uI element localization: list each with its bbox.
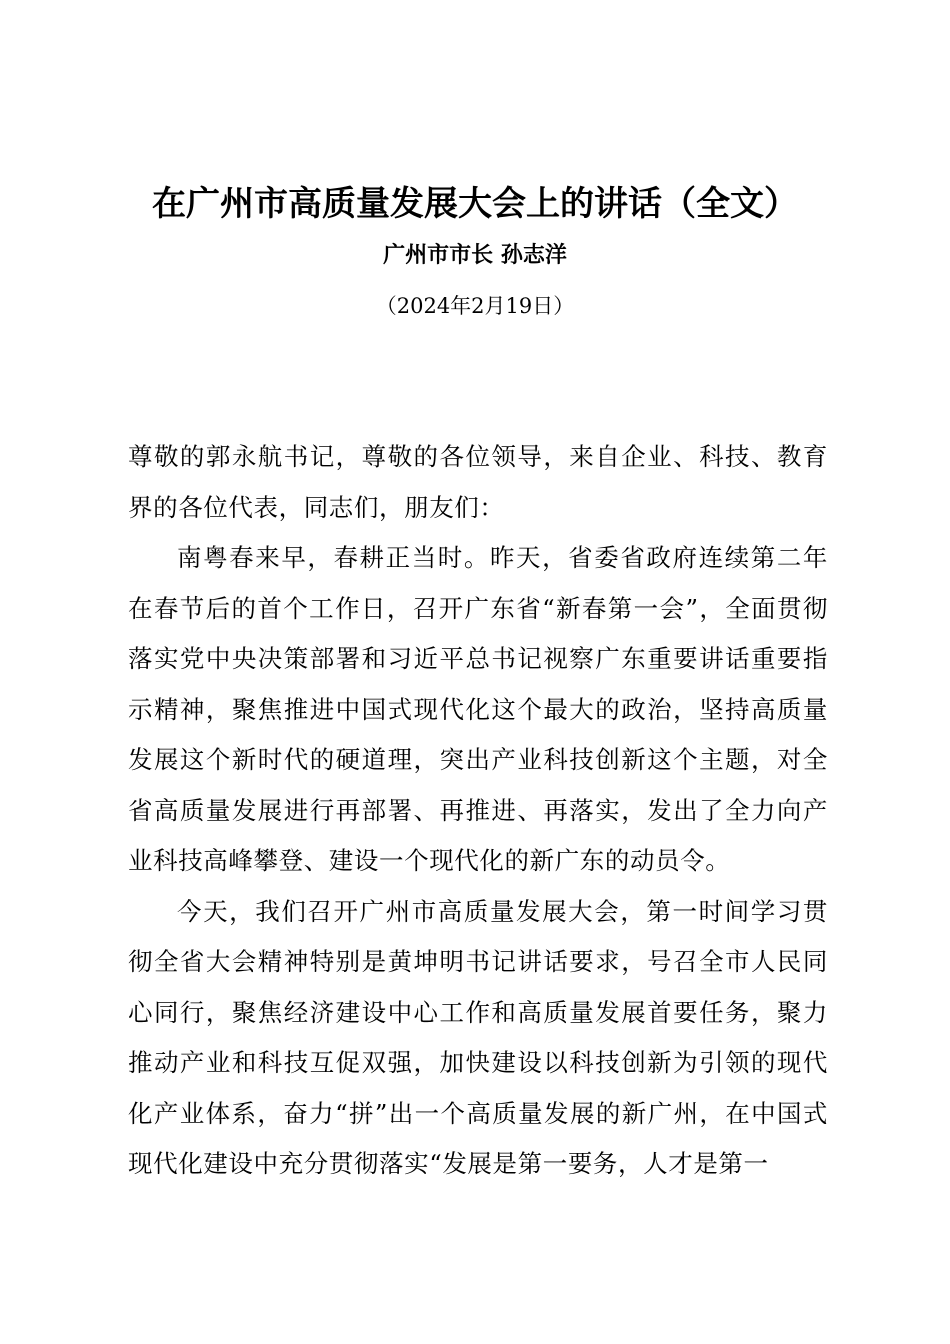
- document-author: 广州市市长 孙志洋: [383, 243, 567, 268]
- body-paragraph: 今天，我们召开广州市高质量发展大会，第一时间学习贯彻全省大会精神特别是黄坤明书记讲话要求，号召全市人民同心同行，聚焦经济建设中心工作和高质量发展首要任务，聚力推动产业和科技互促双强，加快建设以科技创新为引领的现代化产业体系，奋力“拼”出一个高质量发展的新广州，在中国式现代化建设中充分贯彻落实“发展是第一要务，人才是第一: [128, 896, 828, 1178]
- document-title: 在广州市高质量发展大会上的讲话（全文）: [152, 184, 798, 224]
- document-body: [128, 432, 828, 1190]
- salutation-paragraph: 尊敬的郭永航书记，尊敬的各位领导，来自企业、科技、教育界的各位代表，同志们，朋友们：: [128, 442, 828, 522]
- body-paragraph: 南粤春来早，春耕正当时。昨天，省委省政府连续第二年在春节后的首个工作日，召开广东省“新春第一会”，全面贯彻落实党中央决策部署和习近平总书记视察广东重要讲话重要指示精神，聚焦推进中国式现代化这个最大的政治，坚持高质量发展这个新时代的硬道理，突出产业科技创新这个主题，对全省高质量发展进行再部署、再推进、再落实，发出了全力向产业科技高峰攀登、建设一个现代化的新广东的动员令。: [128, 543, 828, 875]
- document-date: （2024年2月19日）: [375, 294, 575, 318]
